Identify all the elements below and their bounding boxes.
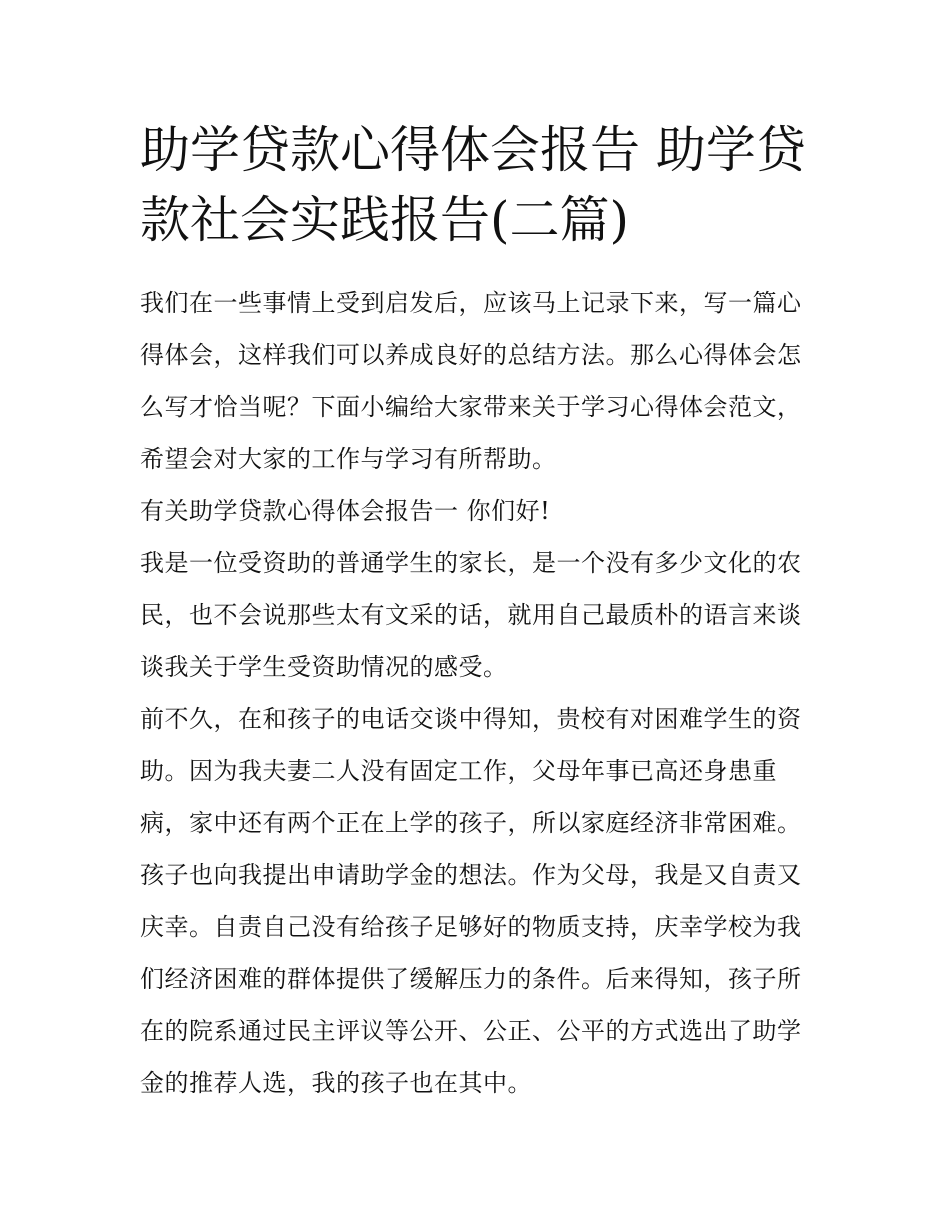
page-title: 助学贷款心得体会报告 助学贷款社会实践报告(二篇): [140, 121, 806, 249]
paragraph-parent-intro: 我是一位受资助的普通学生的家长，是一个没有多少文化的农民，也不会说那些太有文采的话，就用自己最质朴的语言来谈谈我关于学生受资助情况的感受。: [140, 549, 802, 681]
paragraph-section-heading: 有关助学贷款心得体会报告一 你们好!: [140, 497, 551, 525]
document-body: [140, 115, 820, 1109]
paragraph-intro: 我们在一些事情上受到启发后，应该马上记录下来，写一篇心得体会，这样我们可以养成良好的总结方法。那么心得体会怎么写才恰当呢？下面小编给大家带来关于学习心得体会范文，希望会对大家的工作与学习有所帮助。: [140, 289, 802, 473]
paragraph-family-situation: 前不久，在和孩子的电话交谈中得知，贵校有对困难学生的资助。因为我夫妻二人没有固定工作，父母年事已高还身患重病，家中还有两个正在上学的孩子，所以家庭经济非常困难。孩子也向我提出申请助学金的想法。作为父母，我是又自责又庆幸。自责自己没有给孩子足够好的物质支持，庆幸学校为我们经济困难的群体提供了缓解压力的条件。后来得知，孩子所在的院系通过民主评议等公开、公正、公平的方式选出了助学金的推荐人选，我的孩子也在其中。: [140, 705, 802, 1097]
